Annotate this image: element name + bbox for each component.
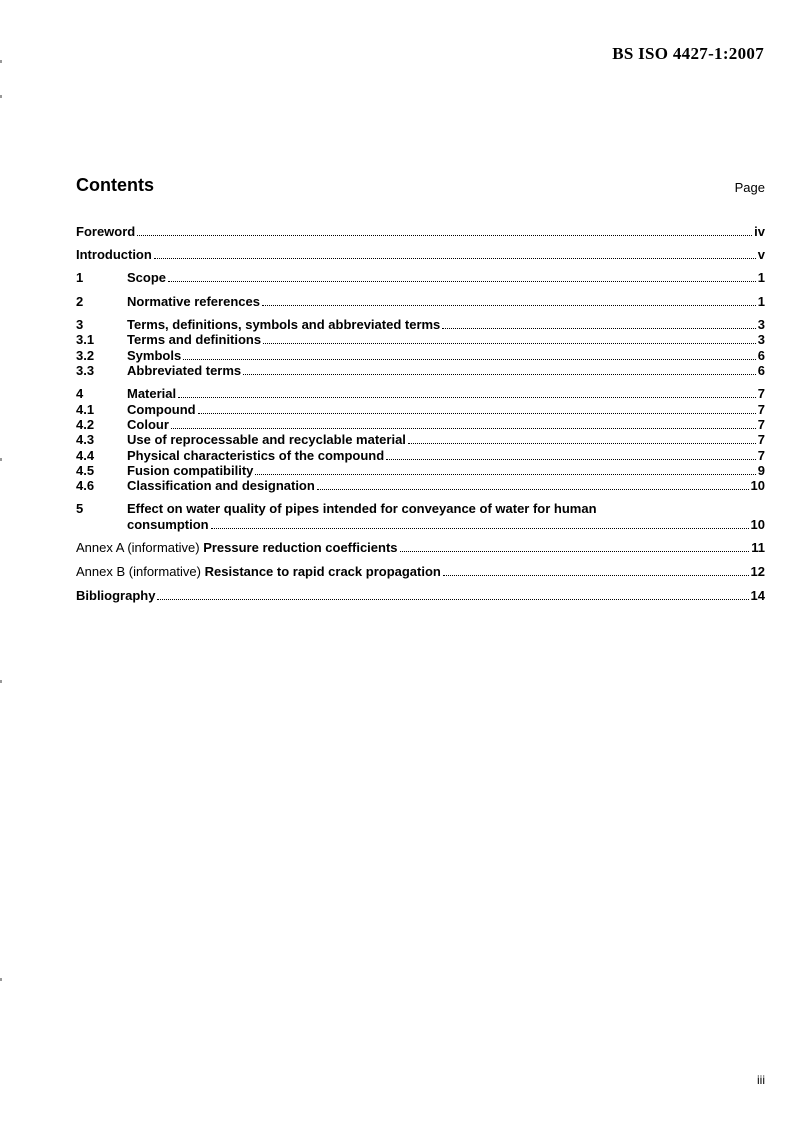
annex-title[interactable]: Pressure reduction coefficients bbox=[203, 540, 398, 555]
contents-heading: Contents bbox=[76, 175, 154, 195]
toc-entry[interactable] bbox=[76, 463, 765, 479]
toc-entry-title[interactable]: Bibliography bbox=[76, 588, 156, 603]
toc-entry-title[interactable]: Terms and definitions bbox=[127, 332, 262, 347]
toc-entry-number: 4.5 bbox=[76, 463, 95, 478]
toc-entry-number: 3.1 bbox=[76, 332, 95, 347]
dot-leader bbox=[442, 328, 755, 329]
toc-entry[interactable] bbox=[76, 540, 765, 556]
dot-leader bbox=[154, 258, 756, 259]
scan-edge-mark bbox=[0, 680, 2, 683]
toc-entry-title[interactable]: Scope bbox=[127, 270, 167, 285]
toc-entry[interactable] bbox=[76, 363, 765, 379]
toc-entry-page: 6 bbox=[757, 363, 765, 378]
toc-entry-page: 7 bbox=[757, 386, 765, 401]
toc-entry-page: 1 bbox=[757, 294, 765, 309]
toc-entry-number: 4.1 bbox=[76, 402, 95, 417]
toc-entry-title[interactable]: Symbols bbox=[127, 348, 182, 363]
scan-edge-mark bbox=[0, 95, 2, 98]
dot-leader bbox=[262, 305, 756, 306]
dot-leader bbox=[263, 343, 756, 344]
dot-leader bbox=[243, 374, 756, 375]
toc-entry[interactable] bbox=[76, 317, 765, 333]
annex-title[interactable]: Resistance to rapid crack propagation bbox=[204, 564, 441, 579]
toc-entry-title[interactable] bbox=[76, 540, 398, 556]
toc-entry-number: 4.3 bbox=[76, 432, 95, 447]
toc-entry-title[interactable] bbox=[76, 564, 441, 580]
scan-edge-mark bbox=[0, 978, 2, 981]
toc-entry[interactable] bbox=[76, 501, 765, 517]
toc-entry-number: 5 bbox=[76, 501, 84, 516]
toc-entry-page: v bbox=[757, 247, 765, 262]
toc-entry-title[interactable]: Abbreviated terms bbox=[127, 363, 242, 378]
toc-entry-page: 6 bbox=[757, 348, 765, 363]
toc-entry-number: 4.2 bbox=[76, 417, 95, 432]
scan-edge-mark bbox=[0, 458, 2, 461]
toc-entry[interactable] bbox=[76, 448, 765, 464]
toc-entry-page: 3 bbox=[757, 317, 765, 332]
annex-label: Annex A (informative) bbox=[76, 540, 200, 555]
toc-entry-number: 4.4 bbox=[76, 448, 95, 463]
toc-entry[interactable] bbox=[76, 588, 765, 604]
dot-leader bbox=[171, 428, 756, 429]
dot-leader bbox=[137, 235, 752, 236]
toc-entry-number: 3 bbox=[76, 317, 84, 332]
toc-entry-page: iv bbox=[754, 224, 765, 239]
dot-leader bbox=[168, 281, 756, 282]
dot-leader bbox=[157, 599, 748, 600]
page-number: iii bbox=[757, 1073, 765, 1087]
toc-entry[interactable] bbox=[76, 270, 765, 286]
toc-entry-title[interactable]: Fusion compatibility bbox=[127, 463, 254, 478]
toc-entry-number: 4 bbox=[76, 386, 84, 401]
toc-entry-number: 4.6 bbox=[76, 478, 95, 493]
toc-entry-page: 3 bbox=[757, 332, 765, 347]
toc-entry[interactable] bbox=[76, 224, 765, 240]
toc-entry-number: 2 bbox=[76, 294, 84, 309]
toc-entry-page: 1 bbox=[757, 270, 765, 285]
toc-entry-page: 10 bbox=[750, 478, 765, 493]
toc-entry[interactable] bbox=[76, 386, 765, 402]
toc-entry[interactable] bbox=[76, 332, 765, 348]
toc-entry-page: 9 bbox=[757, 463, 765, 478]
toc-entry-title[interactable]: Foreword bbox=[76, 224, 136, 239]
toc-entry[interactable] bbox=[76, 432, 765, 448]
toc-entry-title[interactable]: Normative references bbox=[127, 294, 260, 309]
toc-entry-title[interactable]: Effect on water quality of pipes intended for conveyance of water for human bbox=[127, 501, 597, 516]
dot-leader bbox=[386, 459, 756, 460]
toc-entry[interactable] bbox=[76, 417, 765, 433]
toc-entry-title[interactable]: Physical characteristics of the compound bbox=[127, 448, 385, 463]
toc-entry[interactable] bbox=[76, 564, 765, 580]
toc-entry[interactable] bbox=[76, 402, 765, 418]
toc-entry-title[interactable]: Introduction bbox=[76, 247, 152, 262]
toc-entry-page: 10 bbox=[750, 517, 765, 532]
dot-leader bbox=[211, 528, 749, 529]
scan-edge-mark bbox=[0, 60, 2, 63]
toc-entry-number: 1 bbox=[76, 270, 84, 285]
toc-entry-title[interactable]: consumption bbox=[127, 517, 209, 532]
toc-entry-title[interactable]: Colour bbox=[127, 417, 169, 432]
dot-leader bbox=[178, 397, 756, 398]
toc-entry[interactable] bbox=[76, 294, 765, 310]
toc-entry-page: 7 bbox=[757, 417, 765, 432]
toc-entry-page: 7 bbox=[757, 448, 765, 463]
page-column-label: Page bbox=[734, 180, 765, 195]
toc-entry[interactable] bbox=[76, 478, 765, 494]
toc-entry-page: 7 bbox=[757, 402, 765, 417]
toc-entry-number: 3.2 bbox=[76, 348, 95, 363]
toc-entry[interactable] bbox=[76, 247, 765, 263]
toc-entry-number: 3.3 bbox=[76, 363, 95, 378]
dot-leader bbox=[255, 474, 755, 475]
toc-entry-page: 11 bbox=[751, 540, 765, 555]
toc-entry-title[interactable]: Classification and designation bbox=[127, 478, 315, 493]
dot-leader bbox=[198, 413, 756, 414]
dot-leader bbox=[408, 443, 756, 444]
toc-entry-title[interactable]: Material bbox=[127, 386, 177, 401]
toc-entry-page: 12 bbox=[750, 564, 765, 579]
dot-leader bbox=[183, 359, 756, 360]
toc-entry-title[interactable]: Use of reprocessable and recyclable material bbox=[127, 432, 406, 447]
toc-entry-title[interactable]: Compound bbox=[127, 402, 196, 417]
dot-leader bbox=[400, 551, 750, 552]
toc-entry-page: 14 bbox=[750, 588, 765, 603]
toc-entry-continuation[interactable] bbox=[76, 517, 765, 533]
document-identifier: BS ISO 4427-1:2007 bbox=[612, 44, 764, 63]
dot-leader bbox=[443, 575, 749, 576]
toc-entry[interactable] bbox=[76, 348, 765, 364]
toc-entry-title[interactable]: Terms, definitions, symbols and abbreviated terms bbox=[127, 317, 441, 332]
annex-label: Annex B (informative) bbox=[76, 564, 201, 579]
toc-entry-page: 7 bbox=[757, 432, 765, 447]
dot-leader bbox=[317, 489, 749, 490]
